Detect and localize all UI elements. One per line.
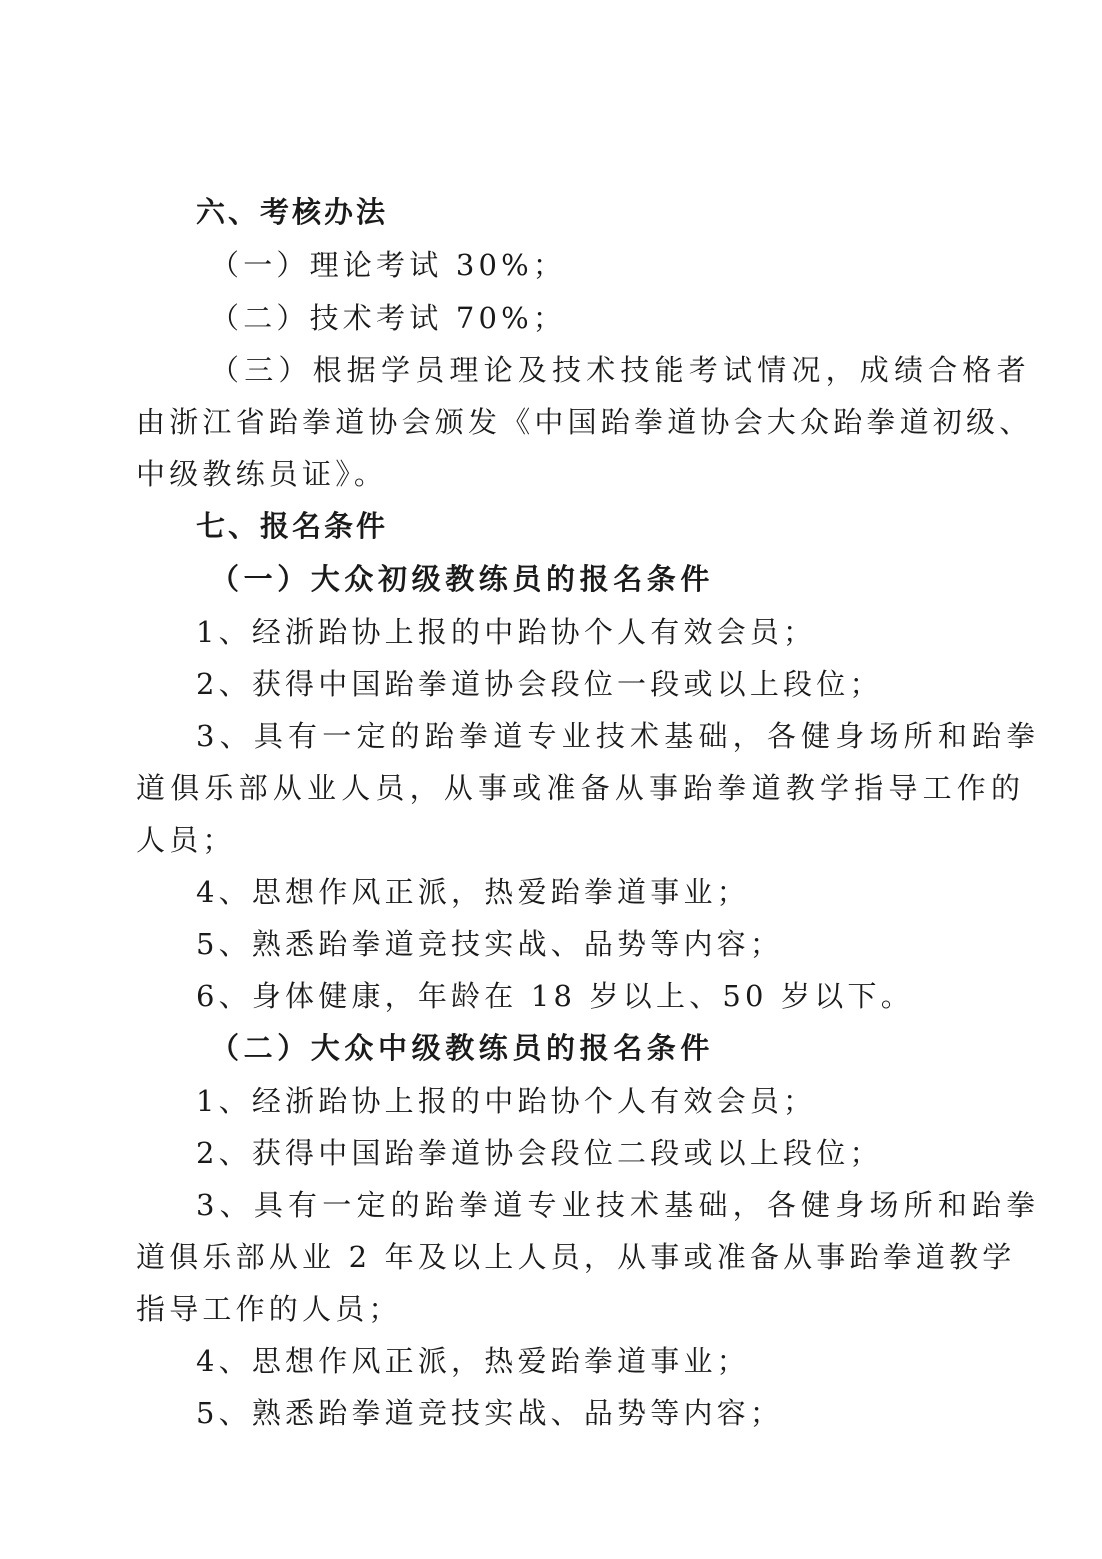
intermediate-condition-3-line-3: 指导工作的人员；: [136, 1292, 402, 1326]
junior-condition-3-line-2: 道俱乐部从业人员，从事或准备从事跆拳道教学指导工作的: [136, 771, 1026, 805]
section-6-item-3-line-1: （三）根据学员理论及技术技能考试情况，成绩合格者: [210, 353, 1031, 387]
section-6-item-3-line-3: 中级教练员证》。: [136, 457, 388, 491]
intermediate-condition-3-line-1: 3、具有一定的跆拳道专业技术基础，各健身场所和跆拳: [196, 1188, 1041, 1222]
section-7-heading: 七、报名条件: [196, 509, 389, 543]
section-6-heading: 六、考核办法: [196, 195, 389, 229]
junior-condition-4: 4、思想作风正派，热爱跆拳道事业；: [196, 875, 750, 909]
junior-condition-2: 2、获得中国跆拳道协会段位一段或以上段位；: [196, 667, 883, 701]
junior-heading: （一）大众初级教练员的报名条件: [210, 562, 715, 596]
intermediate-condition-5: 5、熟悉跆拳道竞技实战、品势等内容；: [196, 1396, 784, 1430]
intermediate-condition-3-line-2: 道俱乐部从业 2 年及以上人员，从事或准备从事跆拳道教学: [136, 1240, 1016, 1274]
section-6-item-3-line-2: 由浙江省跆拳道协会颁发《中国跆拳道协会大众跆拳道初级、: [136, 405, 1033, 439]
junior-condition-5: 5、熟悉跆拳道竞技实战、品势等内容；: [196, 927, 784, 961]
section-6-item-1: （一）理论考试 30%；: [210, 248, 567, 282]
junior-condition-1: 1、经浙跆协上报的中跆协个人有效会员；: [196, 615, 817, 649]
junior-condition-3-line-1: 3、具有一定的跆拳道专业技术基础，各健身场所和跆拳: [196, 719, 1041, 753]
section-6-item-2: （二）技术考试 70%；: [210, 301, 567, 335]
intermediate-condition-4: 4、思想作风正派，热爱跆拳道事业；: [196, 1344, 750, 1378]
junior-condition-3-line-3: 人员；: [136, 823, 236, 857]
intermediate-heading: （二）大众中级教练员的报名条件: [210, 1031, 715, 1065]
intermediate-condition-2: 2、获得中国跆拳道协会段位二段或以上段位；: [196, 1136, 883, 1170]
intermediate-condition-1: 1、经浙跆协上报的中跆协个人有效会员；: [196, 1084, 817, 1118]
junior-condition-6: 6、身体健康，年龄在 18 岁以上、50 岁以下。: [196, 979, 914, 1013]
